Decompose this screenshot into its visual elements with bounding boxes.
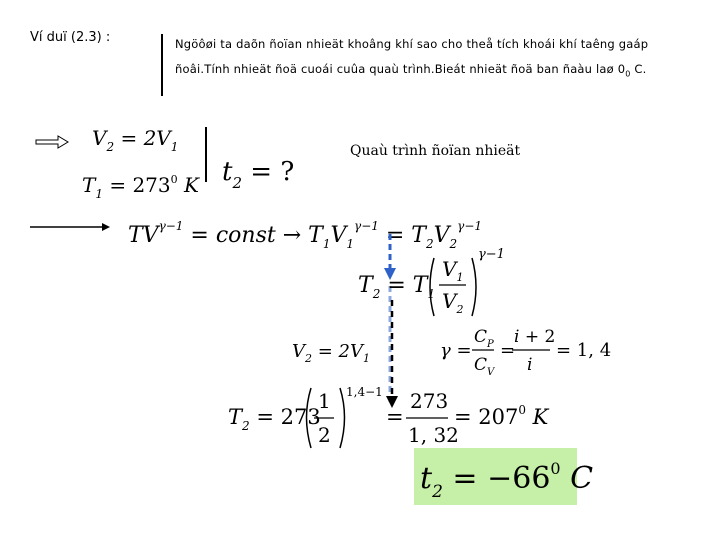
svg-text:TVγ−1 = const → T1V1γ−1 = T2V2: $TV^{\gamma-1}$ = const → $T_1V_1^{\gamma-1} = T_2V_2^{\gamma-1}$ xyxy=(128,219,483,251)
svg-text:V2: $V_2$ xyxy=(442,289,464,316)
svg-text:V1: $V_1$ xyxy=(442,257,464,284)
svg-text:γ =: γ = xyxy=(440,340,472,361)
svg-text:V2 = 2V1: $V_2 = 2V_1$ xyxy=(92,126,179,154)
given-t2-question xyxy=(222,157,294,192)
svg-text:273: 273 xyxy=(410,389,449,413)
svg-text:i: i xyxy=(527,355,533,375)
process-label: Quaù trình ñoïan nhieät xyxy=(350,143,521,159)
svg-text:T1 = 2730 K: $T_1 = 273^0$ K xyxy=(82,173,199,201)
svg-text:t2 = ?: $t_2$ = ? xyxy=(222,157,295,192)
equation-t2-calc xyxy=(228,385,550,448)
svg-text:CP: $C_P$ xyxy=(474,327,494,350)
hollow-arrow-icon xyxy=(36,136,68,148)
result-equation xyxy=(420,459,593,502)
svg-text:= 2070 K: = $207^0$ K xyxy=(454,403,549,429)
svg-text:1, 32: 1, 32 xyxy=(408,423,459,447)
svg-text:1,4−1: 1,4−1 xyxy=(346,385,383,399)
equation-tv-const xyxy=(128,219,482,251)
solid-arrow-icon xyxy=(30,223,110,231)
given-t1 xyxy=(82,173,200,201)
svg-text:γ−1: γ−1 xyxy=(478,247,505,262)
dashed-arrow-icon-2 xyxy=(386,286,398,408)
svg-text:CV: $C_V$ xyxy=(474,355,495,378)
svg-text:V2 = 2V1: $V_2 = 2V_1$ xyxy=(292,341,370,365)
problem-line-2: ñoâi.Tính nhieät ñoä cuoái cuûa quaù trình.Bieát nhieät ñoä ban ñaàu laø $0_0$ C. xyxy=(175,62,647,79)
svg-text:2: 2 xyxy=(318,423,331,447)
svg-text:T2 = 273: $T_2 = 273$ xyxy=(228,405,321,433)
problem-line-1: Ngöôøi ta daõn ñoïan nhieät khoâng khí sao cho theå tích khoái khí taêng gaáp xyxy=(175,37,649,51)
svg-text:i + 2: i + 2 xyxy=(514,327,556,347)
given-v2 xyxy=(92,126,178,154)
equation-gamma xyxy=(440,327,611,378)
equation-v2-again xyxy=(292,341,370,365)
svg-text:=: = xyxy=(386,405,404,429)
svg-text:T2 = T1: $T_2 = T_1$ xyxy=(358,273,436,301)
svg-text:1: 1 xyxy=(318,389,331,413)
equation-t2-formula xyxy=(358,247,505,316)
svg-text:=: = xyxy=(500,340,516,361)
svg-text:t2 = −660 C: $t_2 = -66^0$ C xyxy=(420,459,594,502)
example-label: Ví duï (2.3) : xyxy=(30,30,111,45)
svg-text:= 1, 4: = 1, 4 xyxy=(556,340,612,361)
